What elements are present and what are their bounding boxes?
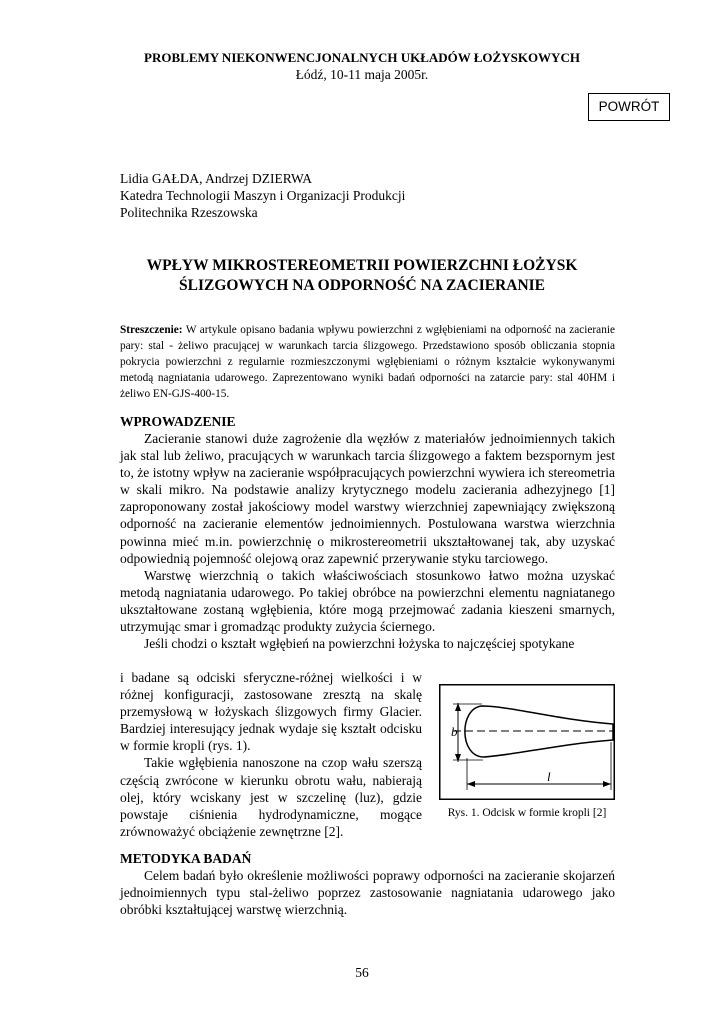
page-number: 56 (355, 965, 369, 980)
figure-drop-shaped-dent (439, 684, 615, 800)
paper-title (0, 256, 724, 296)
back-button[interactable]: POWRÓT (588, 93, 670, 121)
abstract (120, 322, 615, 402)
intro-paragraph-4: Takie wgłębienia nanoszone na czop wału szerszą częścią zwrócone w kierunku obrotu wału, nabierają olej, który wciskany jest w szczelinę (luz), gdzie powstaje ciśnienia hydrodynamiczne, mogące zrównoważyć obciążenie zewnętrzne [2]. (120, 755, 422, 839)
dimension-b-arrow-bottom (455, 754, 461, 762)
intro-paragraph-3-line: Jeśli chodzi o kształt wgłębień na powierzchni łożyska to najczęściej spotykane (144, 636, 575, 652)
author-block (120, 170, 405, 221)
method-paragraph-1: Celem badań było określenie możliwości poprawy odporności na zacieranie skojarzeń jednoimiennych typu stal-żeliwo poprzez zastosowanie nagniatania udarowego jako obróbki kształtującej warstwę wierzchnią. (120, 868, 615, 918)
dimension-b-label: b (451, 724, 458, 739)
author-university: Politechnika Rzeszowska (120, 205, 258, 220)
figure-caption: Rys. 1. Odcisk w formie kropli [2] (447, 807, 607, 819)
dimension-l-arrow-right (603, 781, 611, 787)
abstract-text: W artykule opisano badania wpływu powierzchni z wgłębieniami na odporność na zacieranie pary: stal - żeliwo pracującej w warunkach tarcia ślizgowego. Przedstawiono sposób obliczania stopnia pokrycia powierzchni z regularnie rozmieszczonymi wgłębieniami o różnym kształcie wykonywanymi metodą nagniatania udarowego. Zaprezentowano wyniki badań odporności na zatarcie pary: stal 40HM i żeliwo EN-GJS-400-15. (120, 324, 615, 400)
intro-narrow-column (120, 669, 422, 840)
conference-title: PROBLEMY NIEKONWENCJONALNYCH UKŁADÓW ŁOŻYSKOWYCH (144, 50, 580, 65)
paper-title-line-2: ŚLIZGOWYCH NA ODPORNOŚĆ NA ZACIERANIE (178, 277, 546, 294)
method-body (120, 867, 615, 918)
section-heading-intro: WPROWADZENIE (120, 414, 236, 429)
intro-paragraph-1: Zacieranie stanowi duże zagrożenie dla węzłów z materiałów jednoimiennych takich jak stal lub żeliwo, pracujących w warunkach tarcia ślizgowego a faktem bezspornym jest to, że istotny wpływ na zacieranie współpracujących powierzchni wywiera ich stereometria w skali mikro. Na podstawie analizy krytycznego modelu zacierania adhezyjnego [1] zaproponowany został jakościowy model warstwy wierzchniej zapewniający zwiększoną odporność na zacieranie elementów jednoimiennych. Postulowana warstwa wierzchnia powinna mieć m.in. powierzchnię o mikrostereometrii ukształtowanej tak, aby uzyskać odpowiednią pojemność olejową oraz zapewnić przerywanie styku tarciowego. (120, 431, 615, 566)
intro-paragraph-3-continued: i badane są odciski sferyczne-różnej wielkości i w różnej konfiguracji, zastosowane zresztą na skalę przemysłową w łożyskach ślizgowych firmy Glacier. Bardziej interesujący jednak wydaje się kształt odcisku w formie kropli (rys. 1). (120, 670, 422, 754)
dimension-l-label: l (547, 769, 551, 784)
author-department: Katedra Technologii Maszyn i Organizacji Produkcji (120, 188, 406, 203)
paper-title-line-1: WPŁYW MIKROSTEREOMETRII POWIERZCHNI ŁOŻYSK (146, 257, 578, 274)
author-names: Lidia GAŁDA, Andrzej DZIERWA (120, 171, 312, 186)
section-heading-method: METODYKA BADAŃ (120, 851, 252, 866)
abstract-label: Streszczenie: (120, 324, 183, 336)
dimension-l-arrow-left (467, 781, 475, 787)
intro-body (120, 430, 615, 652)
intro-paragraph-2: Warstwę wierzchnią o takich właściwościach stosunkowo łatwo można uzyskać metodą nagniatania udarowego. Po takiej obróbce na powierzchni elementu nagniatanego ukształtowane zostaną wgłębienia, które mogą przejmować zadania kieszeni smarnych, utrzymując smar i gromadząc produkty zużycia ściernego. (120, 567, 615, 635)
conference-place-date: Łódź, 10-11 maja 2005r. (295, 67, 429, 82)
